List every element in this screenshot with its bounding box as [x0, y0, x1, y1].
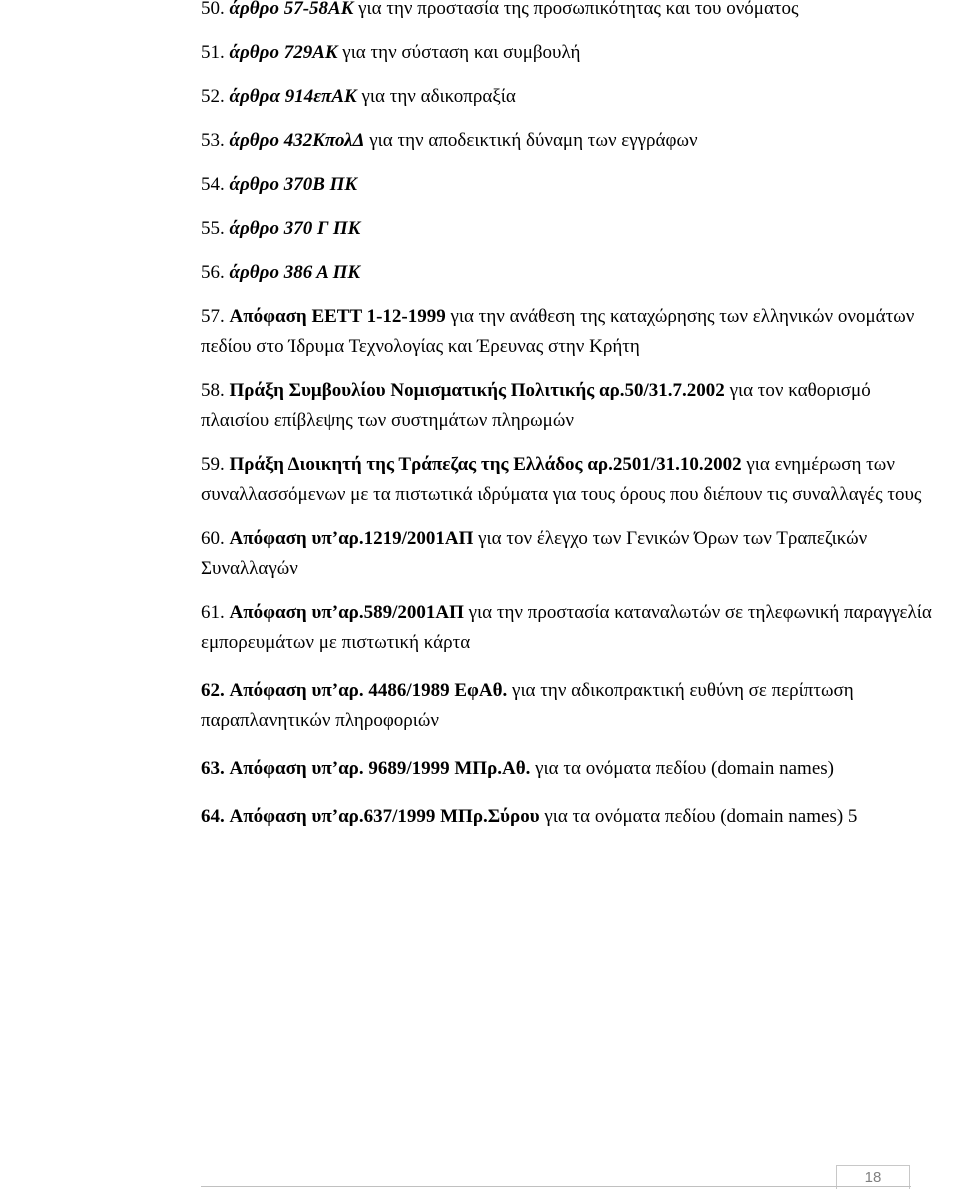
list-item	[201, 524, 941, 584]
item-description: για τα ονόματα πεδίου (domain names)	[530, 758, 834, 779]
item-description: για την αδικοπραξία	[356, 86, 516, 107]
item-number: 50.	[201, 0, 225, 19]
item-reference: άρθρο 57-58ΑΚ	[229, 0, 354, 19]
item-reference: Απόφαση υπ’αρ. 9689/1999 ΜΠρ.Αθ.	[229, 758, 531, 779]
item-description: για ενημέρωση των συναλλασσόμενων με τα πιστωτικά ιδρύματα για τους όρους που διέπουν τις συναλλαγές τους	[201, 454, 922, 505]
list-item	[201, 802, 941, 832]
item-reference: Απόφαση υπ’αρ. 4486/1989 ΕφΑθ.	[229, 680, 508, 701]
list-item	[201, 598, 941, 658]
item-reference: άρθρο 370 Γ ΠΚ	[229, 218, 361, 239]
list-item	[201, 450, 941, 510]
item-description: για την αποδεικτική δύναμη των εγγράφων	[364, 130, 698, 151]
list-item	[201, 214, 941, 244]
item-description: για την ανάθεση της καταχώρησης των ελληνικών ονομάτων πεδίου στο Ίδρυμα Τεχνολογίας και Έρευνας στην Κρήτη	[201, 306, 915, 357]
item-description: για την προστασία της προσωπικότητας και του ονόματος	[353, 0, 799, 19]
item-reference: άρθρο 386 Α ΠΚ	[229, 262, 361, 283]
item-number: 51.	[201, 42, 225, 63]
item-number: 56.	[201, 262, 225, 283]
item-number: 60.	[201, 528, 225, 549]
item-reference: Απόφαση υπ’αρ.589/2001ΑΠ	[229, 602, 464, 623]
item-number: 55.	[201, 218, 225, 239]
list-item	[201, 754, 941, 784]
list-item	[201, 38, 941, 68]
list-item	[201, 170, 941, 200]
item-reference: Απόφαση υπ’αρ.1219/2001ΑΠ	[229, 528, 474, 549]
item-reference: άρθρο 432ΚπολΔ	[229, 130, 365, 151]
footer-divider	[201, 1186, 911, 1187]
list-item	[201, 676, 941, 736]
item-reference: άρθρα 914επΑΚ	[229, 86, 357, 107]
item-number: 61.	[201, 602, 225, 623]
item-description: για την αδικοπρακτική ευθύνη σε περίπτωση παραπλανητικών πληροφοριών	[201, 680, 854, 731]
item-number: 64.	[201, 806, 225, 827]
item-reference: άρθρο 370Β ΠΚ	[229, 174, 358, 195]
item-description: για την σύσταση και συμβουλή	[337, 42, 581, 63]
list-item	[201, 376, 941, 436]
list-item	[201, 0, 941, 24]
item-reference: Πράξη Διοικητή της Τράπεζας της Ελλάδος αρ.2501/31.10.2002	[229, 454, 742, 475]
item-description: για τον καθορισμό πλαισίου επίβλεψης των συστημάτων πληρωμών	[201, 380, 871, 431]
item-number: 54.	[201, 174, 225, 195]
item-description: για τον έλεγχο των Γενικών Όρων των Τραπεζικών Συναλλαγών	[201, 528, 868, 579]
list-item	[201, 82, 941, 112]
item-number: 62.	[201, 680, 225, 701]
item-description: για τα ονόματα πεδίου (domain names) 5	[539, 806, 858, 827]
list-item	[201, 258, 941, 288]
item-reference: Πράξη Συμβουλίου Νομισματικής Πολιτικής αρ.50/31.7.2002	[229, 380, 725, 401]
item-reference: άρθρο 729ΑΚ	[229, 42, 338, 63]
page-number: 18	[836, 1165, 910, 1189]
document-body	[201, 0, 941, 832]
item-number: 53.	[201, 130, 225, 151]
list-item	[201, 302, 941, 362]
item-number: 63.	[201, 758, 225, 779]
item-number: 52.	[201, 86, 225, 107]
item-reference: Απόφαση ΕΕΤΤ 1-12-1999	[229, 306, 446, 327]
item-number: 58.	[201, 380, 225, 401]
list-item	[201, 126, 941, 156]
item-reference: Απόφαση υπ’αρ.637/1999 ΜΠρ.Σύρου	[229, 806, 540, 827]
item-number: 57.	[201, 306, 225, 327]
item-number: 59.	[201, 454, 225, 475]
item-description: για την προστασία καταναλωτών σε τηλεφωνική παραγγελία εμπορευμάτων με πιστωτική κάρτα	[201, 602, 932, 653]
